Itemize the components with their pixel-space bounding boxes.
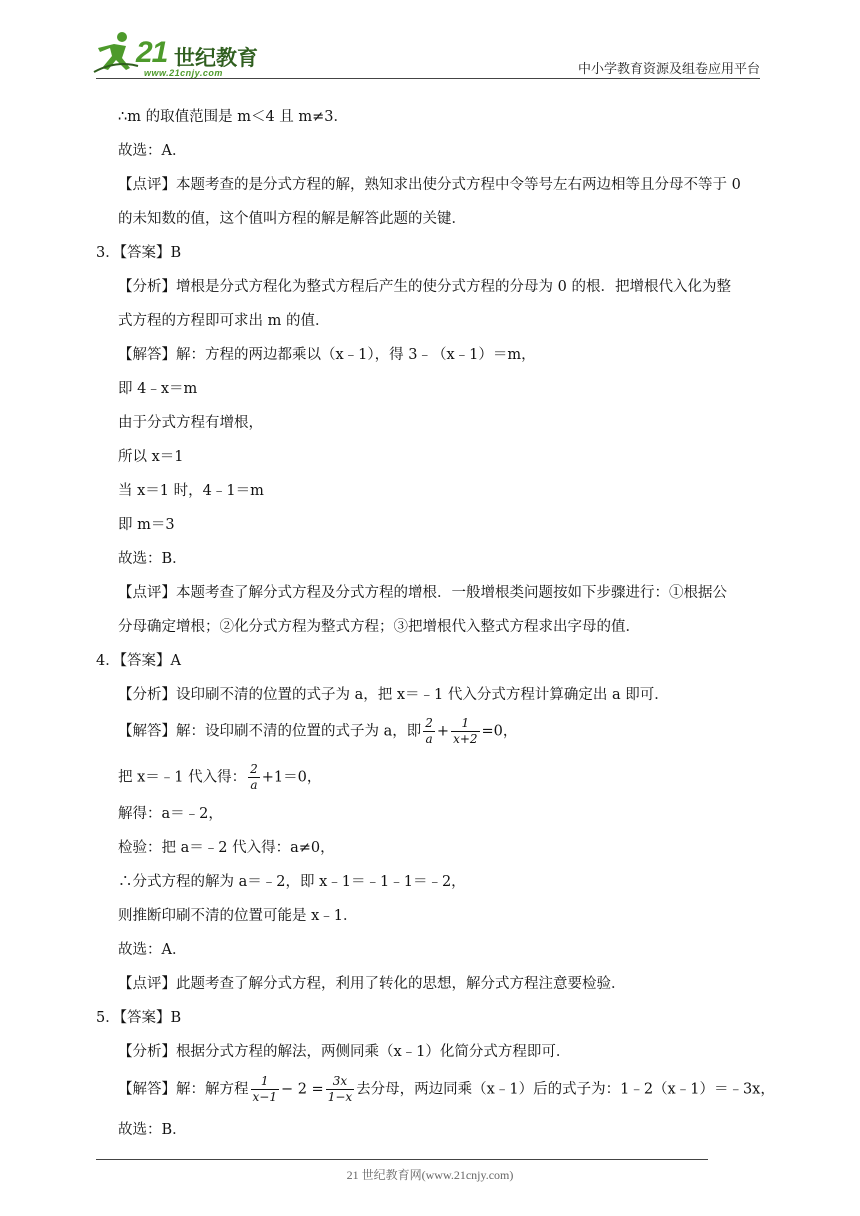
logo-number: 21 (136, 36, 168, 69)
eq-text: =0， (481, 723, 518, 740)
text-line: 解得：a＝﹣2， (118, 806, 223, 822)
fraction (451, 716, 479, 747)
denominator: a (250, 778, 258, 792)
text-line: 即 m＝3 (118, 517, 175, 533)
text-line: 【点评】本题考查了解分式方程及分式方程的增根．一般增根类问题按如下步骤进行：①根据公 (118, 585, 727, 601)
denominator: x+2 (453, 732, 478, 746)
text-line: 【解答】解：方程的两边都乘以（x﹣1），得 3﹣（x﹣1）＝m， (118, 347, 536, 363)
text-line: 故选：B． (118, 551, 187, 567)
fraction (248, 762, 260, 793)
page-header (0, 0, 860, 84)
equation-line (118, 762, 321, 793)
fraction (326, 1074, 354, 1105)
denominator: a (425, 732, 433, 746)
fraction (251, 1074, 279, 1105)
denominator: 1−x (327, 1090, 353, 1104)
numerator: 2 (250, 762, 258, 776)
text-line: 【分析】设印刷不清的位置的式子为 a，把 x＝﹣1 代入分式方程计算确定出 a 即可． (118, 687, 669, 703)
logo-url: www.21cnjy.com (144, 68, 223, 78)
text-line: 故选：A． (118, 143, 187, 159)
text-line: 故选：A． (118, 942, 187, 958)
runner-logo-icon (92, 30, 140, 76)
equation-line (118, 1074, 775, 1105)
text-line: 检验：把 a＝﹣2 代入得：a≠0， (118, 840, 335, 856)
page-footer: 21 世纪教育网(www.21cnjy.com) (346, 1168, 514, 1182)
text-line: ∴m 的取值范围是 m＜4 且 m≠3． (118, 109, 349, 125)
text-line: 式方程的方程即可求出 m 的值． (118, 313, 330, 329)
text-line: 【分析】增根是分式方程化为整式方程后产生的使分式方程的分母为 0 的根．把增根代入化为整 (118, 279, 731, 295)
text-line: 【点评】此题考查了解分式方程，利用了转化的思想，解分式方程注意要检验． (118, 976, 626, 992)
eq-text: 【解答】解：设印刷不清的位置的式子为 a，即 (118, 723, 422, 740)
equation-line (118, 716, 517, 747)
platform-title: 中小学教育资源及组卷应用平台 (577, 62, 760, 77)
eq-operator: − 2 = (280, 1081, 324, 1098)
text-line: 故选：B． (118, 1122, 187, 1138)
text-line: 分母确定增根；②化分式方程为整式方程；③把增根代入整式方程求出字母的值． (118, 619, 640, 635)
eq-operator: + (436, 723, 450, 740)
numerator: 1 (451, 716, 479, 732)
footer-divider (96, 1159, 708, 1160)
text-line: 所以 x＝1 (118, 449, 184, 465)
text-line: 【点评】本题考查的是分式方程的解，熟知求出使分式方程中令等号左右两边相等且分母不等于 0 (118, 177, 741, 193)
denominator: x−1 (252, 1090, 277, 1104)
text-line: 当 x＝1 时，4﹣1＝m (118, 483, 264, 499)
answer-heading: 4．【答案】A (96, 653, 181, 669)
numerator: 3x (326, 1074, 354, 1090)
text-line: 则推断印刷不清的位置可能是 x﹣1． (118, 908, 358, 924)
text-line: 的未知数的值，这个值叫方程的解是解答此题的关键． (118, 211, 466, 227)
numerator: 1 (251, 1074, 279, 1090)
text-line: ∴分式方程的解为 a＝﹣2，即 x﹣1＝﹣1﹣1＝﹣2， (118, 874, 466, 890)
answer-heading: 5．【答案】B (96, 1010, 182, 1026)
header-divider (96, 78, 760, 79)
eq-text: 【解答】解：解方程 (118, 1081, 249, 1098)
text-line: 由于分式方程有增根， (118, 415, 263, 431)
numerator: 2 (425, 716, 433, 730)
text-line: 即 4﹣x＝m (118, 381, 198, 397)
logo (92, 30, 262, 82)
text-line: 【分析】根据分式方程的解法，两侧同乘（x﹣1）化简分式方程即可． (118, 1044, 571, 1060)
eq-text: 去分母，两边同乘（x﹣1）后的式子为：1﹣2（x﹣1）＝﹣3x， (356, 1081, 775, 1098)
fraction (423, 716, 435, 747)
eq-text: +1＝0， (261, 769, 322, 786)
logo-chinese-name: 世纪教育 (174, 46, 258, 70)
answer-heading: 3．【答案】B (96, 245, 182, 261)
eq-text: 把 x＝﹣1 代入得： (118, 769, 247, 786)
